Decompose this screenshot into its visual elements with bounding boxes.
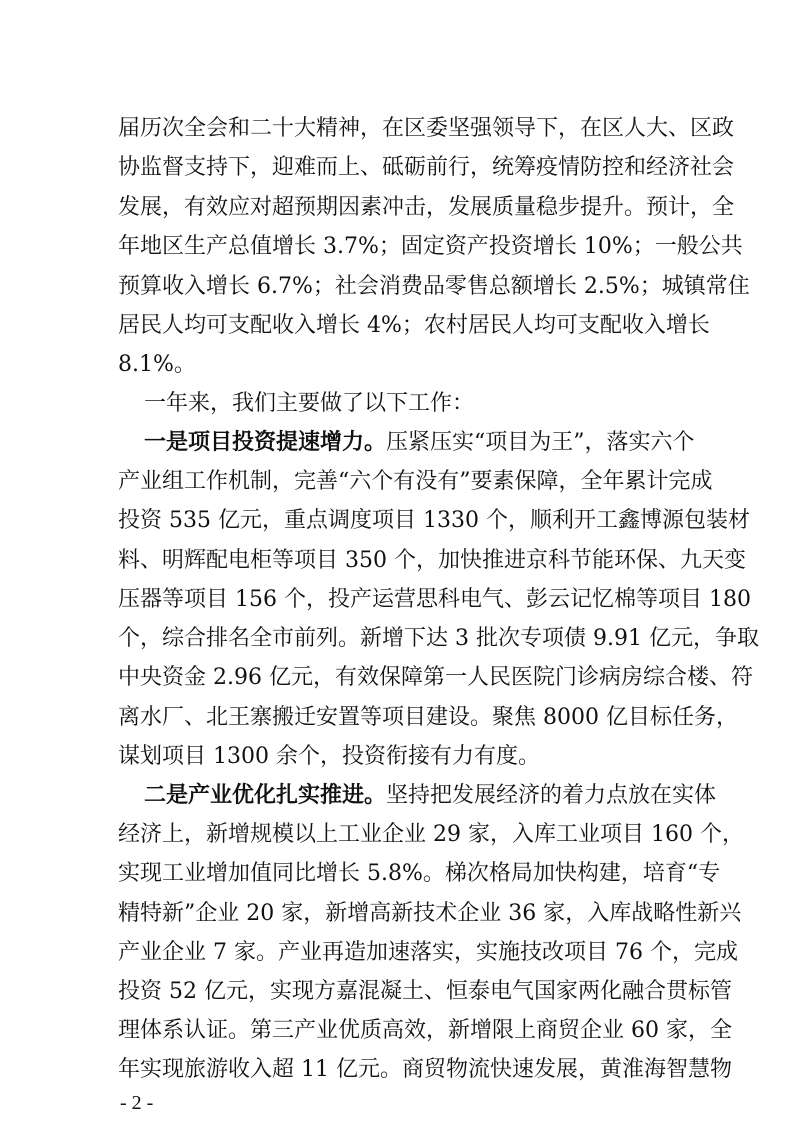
paragraph-text: 坚持把发展经济的着力点放在实体 <box>386 783 717 808</box>
section-heading: 二是产业优化扎实推进。 <box>144 783 387 808</box>
paragraph-line: 8.1%。 <box>118 352 196 377</box>
paragraph-line: 发展，有效应对超预期因素冲击，发展质量稳步提升。预计，全 <box>118 195 735 220</box>
paragraph-line: 年实现旅游收入超 11 亿元。商贸物流快速发展，黄淮海智慧物 <box>118 1057 732 1082</box>
paragraph-line: 实现工业增加值同比增长 5.8%。梯次格局加快构建，培育“专 <box>118 861 721 886</box>
paragraph-line: 居民人均可支配收入增长 4%；农村居民人均可支配收入增长 <box>118 313 710 338</box>
paragraph-line: 预算收入增长 6.7%；社会消费品零售总额增长 2.5%；城镇常住 <box>118 274 750 299</box>
paragraph-line: 经济上，新增规模以上工业企业 29 家，入库工业项目 160 个， <box>118 822 744 847</box>
paragraph-line: 年地区生产总值增长 3.7%；固定资产投资增长 10%；一般公共 <box>118 234 743 259</box>
paragraph-line: 个，综合排名全市前列。新增下达 3 批次专项债 9.91 亿元，争取 <box>118 626 759 651</box>
paragraph-line: 产业企业 7 家。产业再造加速落实，实施技改项目 76 个，完成 <box>118 940 738 965</box>
paragraph-first-line <box>144 428 693 458</box>
section-heading: 一是项目投资提速增力。 <box>144 430 387 455</box>
paragraph-line: 压器等项目 156 个，投产运营思科电气、彭云记忆棉等项目 180 <box>118 587 751 612</box>
paragraph-line: 谋划项目 1300 余个，投资衔接有力有度。 <box>118 744 540 769</box>
paragraph-line: 精特新”企业 20 家，新增高新技术企业 36 家，入库战略性新兴 <box>118 901 742 926</box>
paragraph-line: 投资 52 亿元，实现方嘉混凝土、恒泰电气国家两化融合贯标管 <box>118 979 732 1004</box>
paragraph-line: 中央资金 2.96 亿元，有效保障第一人民医院门诊病房综合楼、符 <box>118 665 753 690</box>
paragraph-line: 协监督支持下，迎难而上、砥砺前行，统筹疫情防控和经济社会 <box>118 155 735 180</box>
paragraph-line: 投资 535 亿元，重点调度项目 1330 个，顺利开工鑫博源包装材 <box>118 508 750 533</box>
paragraph-line: 离水厂、北王寨搬迁安置等项目建设。聚焦 8000 亿目标任务， <box>118 705 738 730</box>
paragraph-line: 届历次全会和二十大精神，在区委坚强领导下，在区人大、区政 <box>118 116 735 141</box>
paragraph-line: 料、明辉配电柜等项目 350 个，加快推进京科节能环保、九天变 <box>118 548 746 573</box>
paragraph-line: 产业组工作机制，完善“六个有没有”要素保障，全年累计完成 <box>118 469 713 494</box>
paragraph-text: 压紧压实“项目为王”，落实六个 <box>386 430 695 455</box>
page-number: - 2 - <box>120 1092 154 1114</box>
paragraph-line: 理体系认证。第三产业优质高效，新增限上商贸企业 60 家，全 <box>118 1018 732 1043</box>
paragraph-first-line <box>144 781 717 811</box>
paragraph-line: 一年来，我们主要做了以下工作： <box>144 391 475 416</box>
